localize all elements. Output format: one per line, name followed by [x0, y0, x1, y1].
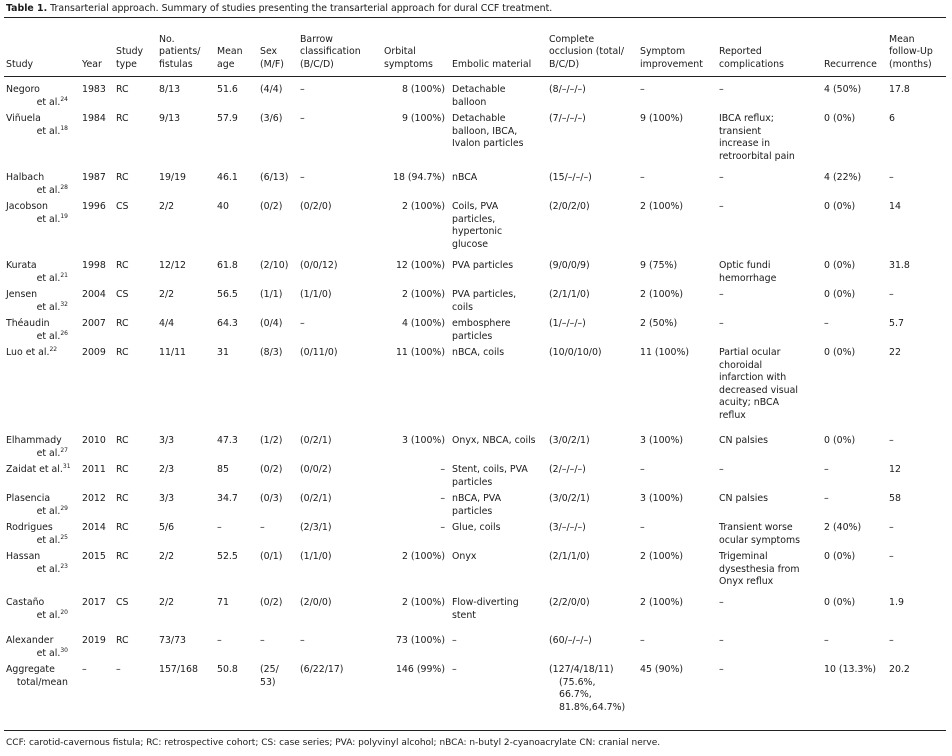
- cell-sex: (6/13): [260, 172, 289, 183]
- cell-orbital: 2 (100%): [401, 201, 445, 212]
- cell-n: 157/168: [159, 664, 198, 675]
- cell-followup: –: [889, 172, 894, 183]
- cell-type: CS: [116, 201, 129, 212]
- cell-type: RC: [116, 318, 129, 329]
- cell-study: Hassan et al.$^{23}$: [6, 551, 68, 575]
- cell-year: 2012: [82, 493, 106, 504]
- cell-age: 71: [217, 597, 229, 608]
- cell-study: Aggregate total/mean: [6, 664, 68, 688]
- cell-n: 3/3: [159, 493, 175, 504]
- cell-symptom: –: [640, 635, 645, 646]
- cell-barrow: (0/0/12): [300, 260, 338, 271]
- reference-superscript: 29: [60, 504, 68, 512]
- cell-year: 2011: [82, 464, 106, 475]
- cell-barrow: (0/2/1): [300, 435, 332, 446]
- cell-barrow: (0/2/0): [300, 201, 332, 212]
- cell-age: 47.3: [217, 435, 238, 446]
- cell-occlusion: (2/0/2/0): [549, 201, 590, 212]
- reference-superscript: 30: [60, 646, 68, 654]
- cell-complications: Transient worse ocular symptoms: [719, 522, 800, 546]
- cell-recurrence: 0 (0%): [824, 597, 856, 608]
- reference-superscript: 32: [60, 300, 68, 308]
- cell-followup: 20.2: [889, 664, 910, 675]
- reference-superscript: 31: [62, 462, 71, 470]
- cell-study: Théaudin et al.$^{26}$: [6, 318, 68, 342]
- cell-study: Castaño et al.$^{20}$: [6, 597, 68, 621]
- reference-superscript: 21: [60, 271, 68, 279]
- cell-barrow: –: [300, 172, 305, 183]
- cell-recurrence: 4 (50%): [824, 84, 862, 95]
- cell-occlusion: (7/–/–/–): [549, 113, 586, 124]
- cell-year: 1984: [82, 113, 106, 124]
- reference-superscript: 22: [49, 345, 58, 353]
- cell-orbital: 12 (100%): [395, 260, 445, 271]
- cell-recurrence: –: [824, 318, 829, 329]
- cell-symptom: 2 (100%): [640, 289, 684, 300]
- cell-age: –: [217, 635, 222, 646]
- cell-occlusion: (2/1/1/0): [549, 289, 590, 300]
- reference-superscript: 25: [60, 533, 68, 541]
- cell-age: 46.1: [217, 172, 238, 183]
- cell-n: 2/2: [159, 551, 175, 562]
- cell-type: RC: [116, 435, 129, 446]
- cell-barrow: (2/0/0): [300, 597, 332, 608]
- cell-recurrence: 0 (0%): [824, 435, 856, 446]
- cell-symptom: 9 (75%): [640, 260, 678, 271]
- cell-complications: CN palsies: [719, 435, 768, 446]
- cell-type: RC: [116, 260, 129, 271]
- cell-complications: IBCA reflux; transient increase in retroorbital pain: [719, 113, 795, 162]
- cell-symptom: 2 (100%): [640, 551, 684, 562]
- cell-symptom: –: [640, 464, 645, 475]
- cell-barrow: (0/0/2): [300, 464, 332, 475]
- cell-sex: (0/2): [260, 201, 283, 212]
- cell-study: Jensen et al.$^{32}$: [6, 289, 68, 313]
- cell-sex: –: [260, 522, 265, 533]
- cell-followup: –: [889, 289, 894, 300]
- cell-recurrence: 0 (0%): [824, 113, 856, 124]
- cell-barrow: (1/1/0): [300, 289, 332, 300]
- cell-orbital: –: [440, 493, 445, 504]
- cell-complications: Partial ocular choroidal infarction with decreased visual acuity; nBCA reflux: [719, 347, 798, 421]
- reference-superscript: 24: [60, 95, 68, 103]
- cell-n: 9/13: [159, 113, 181, 124]
- header-year: Year: [82, 58, 102, 70]
- cell-orbital: 8 (100%): [401, 84, 445, 95]
- cell-barrow: (0/2/1): [300, 493, 332, 504]
- cell-sex: (8/3): [260, 347, 283, 358]
- cell-recurrence: 0 (0%): [824, 260, 856, 271]
- cell-followup: –: [889, 551, 894, 562]
- cell-sex: (0/2): [260, 597, 283, 608]
- cell-embolic: embosphere particles: [452, 318, 511, 342]
- cell-recurrence: 0 (0%): [824, 201, 856, 212]
- header-followup: Mean follow-Up (months): [889, 33, 933, 70]
- cell-complications: –: [719, 289, 724, 300]
- cell-symptom: –: [640, 522, 645, 533]
- cell-age: 31: [217, 347, 229, 358]
- cell-embolic: Detachable balloon: [452, 84, 506, 108]
- cell-type: RC: [116, 84, 129, 95]
- cell-symptom: 3 (100%): [640, 493, 684, 504]
- cell-occlusion: (10/0/10/0): [549, 347, 602, 358]
- cell-type: RC: [116, 635, 129, 646]
- cell-year: 2004: [82, 289, 106, 300]
- cell-n: 2/2: [159, 289, 175, 300]
- cell-barrow: –: [300, 318, 305, 329]
- cell-n: 2/2: [159, 597, 175, 608]
- cell-orbital: 4 (100%): [401, 318, 445, 329]
- cell-embolic: Coils, PVA particles, hypertonic glucose: [452, 201, 503, 250]
- cell-barrow: –: [300, 113, 305, 124]
- cell-orbital: 9 (100%): [401, 113, 445, 124]
- cell-followup: –: [889, 435, 894, 446]
- header-type: Study type: [116, 46, 144, 70]
- header-recurrence: Recurrence: [824, 58, 877, 70]
- header-complications: Reported complications: [719, 46, 784, 70]
- header-symptom: Symptom improvement: [640, 46, 703, 70]
- reference-superscript: 28: [60, 183, 68, 191]
- cell-year: 2019: [82, 635, 106, 646]
- cell-year: 2015: [82, 551, 106, 562]
- cell-followup: 58: [889, 493, 901, 504]
- cell-n: 2/3: [159, 464, 175, 475]
- cell-recurrence: 10 (13.3%): [824, 664, 877, 675]
- cell-orbital: 2 (100%): [401, 551, 445, 562]
- cell-recurrence: 2 (40%): [824, 522, 862, 533]
- cell-occlusion: (3/0/2/1): [549, 493, 590, 504]
- cell-barrow: (1/1/0): [300, 551, 332, 562]
- cell-followup: –: [889, 522, 894, 533]
- header-barrow: Barrow classification (B/C/D): [300, 33, 361, 70]
- cell-barrow: –: [300, 635, 305, 646]
- cell-followup: 6: [889, 113, 895, 124]
- cell-sex: (2/10): [260, 260, 289, 271]
- cell-sex: (25/ 53): [260, 664, 279, 688]
- reference-superscript: 23: [60, 562, 68, 570]
- cell-symptom: 2 (50%): [640, 318, 678, 329]
- cell-occlusion: (60/–/–/–): [549, 635, 592, 646]
- cell-complications: CN palsies: [719, 493, 768, 504]
- cell-embolic: nBCA: [452, 172, 478, 183]
- cell-embolic: Stent, coils, PVA particles: [452, 464, 528, 488]
- cell-recurrence: –: [824, 464, 829, 475]
- cell-type: CS: [116, 289, 129, 300]
- cell-n: 19/19: [159, 172, 187, 183]
- cell-sex: (0/3): [260, 493, 283, 504]
- cell-embolic: Flow-diverting stent: [452, 597, 519, 621]
- reference-superscript: 26: [60, 329, 68, 337]
- reference-superscript: 19: [60, 212, 68, 220]
- cell-occlusion: (9/0/0/9): [549, 260, 590, 271]
- cell-followup: –: [889, 635, 894, 646]
- caption-label: Table 1.: [6, 3, 48, 14]
- cell-embolic: –: [452, 664, 457, 675]
- cell-study: Plasencia et al.$^{29}$: [6, 493, 68, 517]
- cell-embolic: PVA particles, coils: [452, 289, 517, 313]
- cell-embolic: nBCA, PVA particles: [452, 493, 502, 517]
- cell-occlusion: (8/–/–/–): [549, 84, 586, 95]
- cell-n: 2/2: [159, 201, 175, 212]
- cell-age: 61.8: [217, 260, 238, 271]
- cell-followup: 5.7: [889, 318, 904, 329]
- cell-occlusion: (2/–/–/–): [549, 464, 586, 475]
- table-footnote: CCF: carotid-cavernous fistula; RC: retrospective cohort; CS: case series; PVA: polyvinyl alcohol; nBCA: n-butyl 2-cyanoacrylate CN: cranial nerve.: [6, 738, 661, 748]
- cell-sex: (4/4): [260, 84, 283, 95]
- reference-superscript: 27: [60, 446, 68, 454]
- cell-embolic: Detachable balloon, IBCA, Ivalon particles: [452, 113, 524, 149]
- cell-age: 85: [217, 464, 229, 475]
- cell-year: 1987: [82, 172, 106, 183]
- cell-type: RC: [116, 113, 129, 124]
- cell-recurrence: 0 (0%): [824, 347, 856, 358]
- cell-year: 1998: [82, 260, 106, 271]
- header-age: Mean age: [217, 46, 243, 70]
- cell-study: Negoro et al.$^{24}$: [6, 84, 68, 108]
- cell-study: Jacobson et al.$^{19}$: [6, 201, 68, 225]
- cell-n: 3/3: [159, 435, 175, 446]
- cell-occlusion: (2/1/1/0): [549, 551, 590, 562]
- cell-sex: (1/2): [260, 435, 283, 446]
- cell-followup: 14: [889, 201, 901, 212]
- cell-embolic: PVA particles: [452, 260, 514, 271]
- cell-followup: 31.8: [889, 260, 910, 271]
- cell-type: RC: [116, 347, 129, 358]
- cell-occlusion: (3/0/2/1): [549, 435, 590, 446]
- cell-age: 51.6: [217, 84, 238, 95]
- cell-embolic: Glue, coils: [452, 522, 501, 533]
- cell-year: 2007: [82, 318, 106, 329]
- cell-barrow: (0/11/0): [300, 347, 338, 358]
- cell-symptom: –: [640, 84, 645, 95]
- cell-followup: 12: [889, 464, 901, 475]
- cell-n: 8/13: [159, 84, 181, 95]
- cell-recurrence: –: [824, 493, 829, 504]
- table-caption: [6, 3, 552, 16]
- cell-embolic: Onyx, NBCA, coils: [452, 435, 536, 446]
- cell-followup: 1.9: [889, 597, 904, 608]
- cell-barrow: (6/22/17): [300, 664, 344, 675]
- cell-recurrence: –: [824, 635, 829, 646]
- cell-n: 12/12: [159, 260, 187, 271]
- cell-type: RC: [116, 493, 129, 504]
- cell-recurrence: 4 (22%): [824, 172, 862, 183]
- cell-type: RC: [116, 464, 129, 475]
- cell-orbital: –: [440, 464, 445, 475]
- cell-occlusion: (3/–/–/–): [549, 522, 586, 533]
- cell-age: 64.3: [217, 318, 238, 329]
- header-rule: [4, 76, 946, 77]
- cell-complications: Trigeminal dysesthesia from Onyx reflux: [719, 551, 800, 587]
- cell-study: Zaidat et al.$^{31}$: [6, 462, 71, 475]
- cell-age: 50.8: [217, 664, 238, 675]
- cell-orbital: 146 (99%): [395, 664, 445, 675]
- header-n: No. patients/ fistulas: [159, 33, 201, 70]
- cell-symptom: –: [640, 172, 645, 183]
- cell-symptom: 2 (100%): [640, 597, 684, 608]
- cell-sex: (0/4): [260, 318, 283, 329]
- cell-age: 52.5: [217, 551, 238, 562]
- cell-study: Elhammady et al.$^{27}$: [6, 435, 68, 459]
- cell-complications: –: [719, 201, 724, 212]
- cell-embolic: nBCA, coils: [452, 347, 505, 358]
- cell-orbital: 18 (94.7%): [392, 172, 445, 183]
- cell-barrow: –: [300, 84, 305, 95]
- cell-complications: –: [719, 84, 724, 95]
- cell-occlusion: (1/–/–/–): [549, 318, 586, 329]
- cell-occlusion: (2/2/0/0): [549, 597, 590, 608]
- cell-study: Halbach et al.$^{28}$: [6, 172, 68, 196]
- cell-study: Rodrigues et al.$^{25}$: [6, 522, 68, 546]
- cell-year: –: [82, 664, 87, 675]
- cell-sex: (1/1): [260, 289, 283, 300]
- cell-orbital: –: [440, 522, 445, 533]
- cell-embolic: –: [452, 635, 457, 646]
- cell-complications: –: [719, 664, 724, 675]
- cell-complications: –: [719, 172, 724, 183]
- reference-superscript: 20: [60, 608, 68, 616]
- cell-occlusion: (15/–/–/–): [549, 172, 592, 183]
- cell-age: 56.5: [217, 289, 238, 300]
- cell-study: Viñuela et al.$^{18}$: [6, 113, 68, 137]
- cell-study: Alexander et al.$^{30}$: [6, 635, 68, 659]
- cell-occlusion: (127/4/18/11) (75.6%, 66.7%, 81.8%,64.7%): [549, 664, 626, 713]
- cell-type: CS: [116, 597, 129, 608]
- cell-year: 2014: [82, 522, 106, 533]
- cell-symptom: 45 (90%): [640, 664, 684, 675]
- caption-text: Transarterial approach. Summary of studies presenting the transarterial approach for dural CCF treatment.: [47, 3, 553, 14]
- cell-complications: –: [719, 635, 724, 646]
- cell-followup: 17.8: [889, 84, 910, 95]
- cell-type: RC: [116, 172, 129, 183]
- header-study: Study: [6, 58, 34, 70]
- cell-n: 4/4: [159, 318, 175, 329]
- header-sex: Sex (M/F): [260, 46, 284, 70]
- cell-followup: 22: [889, 347, 901, 358]
- cell-orbital: 3 (100%): [401, 435, 445, 446]
- cell-n: 73/73: [159, 635, 187, 646]
- top-rule: [4, 17, 946, 18]
- header-occlusion: Complete occlusion (total/ B/C/D): [549, 33, 624, 70]
- cell-orbital: 2 (100%): [401, 597, 445, 608]
- cell-sex: (0/1): [260, 551, 283, 562]
- cell-embolic: Onyx: [452, 551, 477, 562]
- cell-n: 11/11: [159, 347, 187, 358]
- cell-symptom: 11 (100%): [640, 347, 690, 358]
- cell-sex: (3/6): [260, 113, 283, 124]
- cell-recurrence: 0 (0%): [824, 289, 856, 300]
- cell-study: Luo et al.$^{22}$: [6, 345, 58, 358]
- cell-year: 2009: [82, 347, 106, 358]
- cell-n: 5/6: [159, 522, 175, 533]
- cell-sex: (0/2): [260, 464, 283, 475]
- cell-year: 1996: [82, 201, 106, 212]
- cell-year: 2010: [82, 435, 106, 446]
- cell-complications: –: [719, 597, 724, 608]
- cell-type: –: [116, 664, 121, 675]
- cell-complications: Optic fundi hemorrhage: [719, 260, 777, 284]
- cell-age: –: [217, 522, 222, 533]
- header-embolic: Embolic material: [452, 58, 532, 70]
- cell-symptom: 2 (100%): [640, 201, 684, 212]
- cell-symptom: 9 (100%): [640, 113, 684, 124]
- cell-type: RC: [116, 551, 129, 562]
- cell-complications: –: [719, 318, 724, 329]
- cell-sex: –: [260, 635, 265, 646]
- cell-age: 57.9: [217, 113, 238, 124]
- cell-age: 34.7: [217, 493, 238, 504]
- cell-orbital: 2 (100%): [401, 289, 445, 300]
- cell-orbital: 11 (100%): [395, 347, 445, 358]
- cell-type: RC: [116, 522, 129, 533]
- reference-superscript: 18: [60, 124, 68, 132]
- cell-recurrence: 0 (0%): [824, 551, 856, 562]
- cell-orbital: 73 (100%): [395, 635, 445, 646]
- cell-symptom: 3 (100%): [640, 435, 684, 446]
- cell-study: Kurata et al.$^{21}$: [6, 260, 68, 284]
- cell-age: 40: [217, 201, 229, 212]
- bottom-rule: [4, 730, 946, 731]
- cell-year: 2017: [82, 597, 106, 608]
- cell-barrow: (2/3/1): [300, 522, 332, 533]
- header-orbital: Orbital symptoms: [384, 46, 433, 70]
- cell-complications: –: [719, 464, 724, 475]
- cell-year: 1983: [82, 84, 106, 95]
